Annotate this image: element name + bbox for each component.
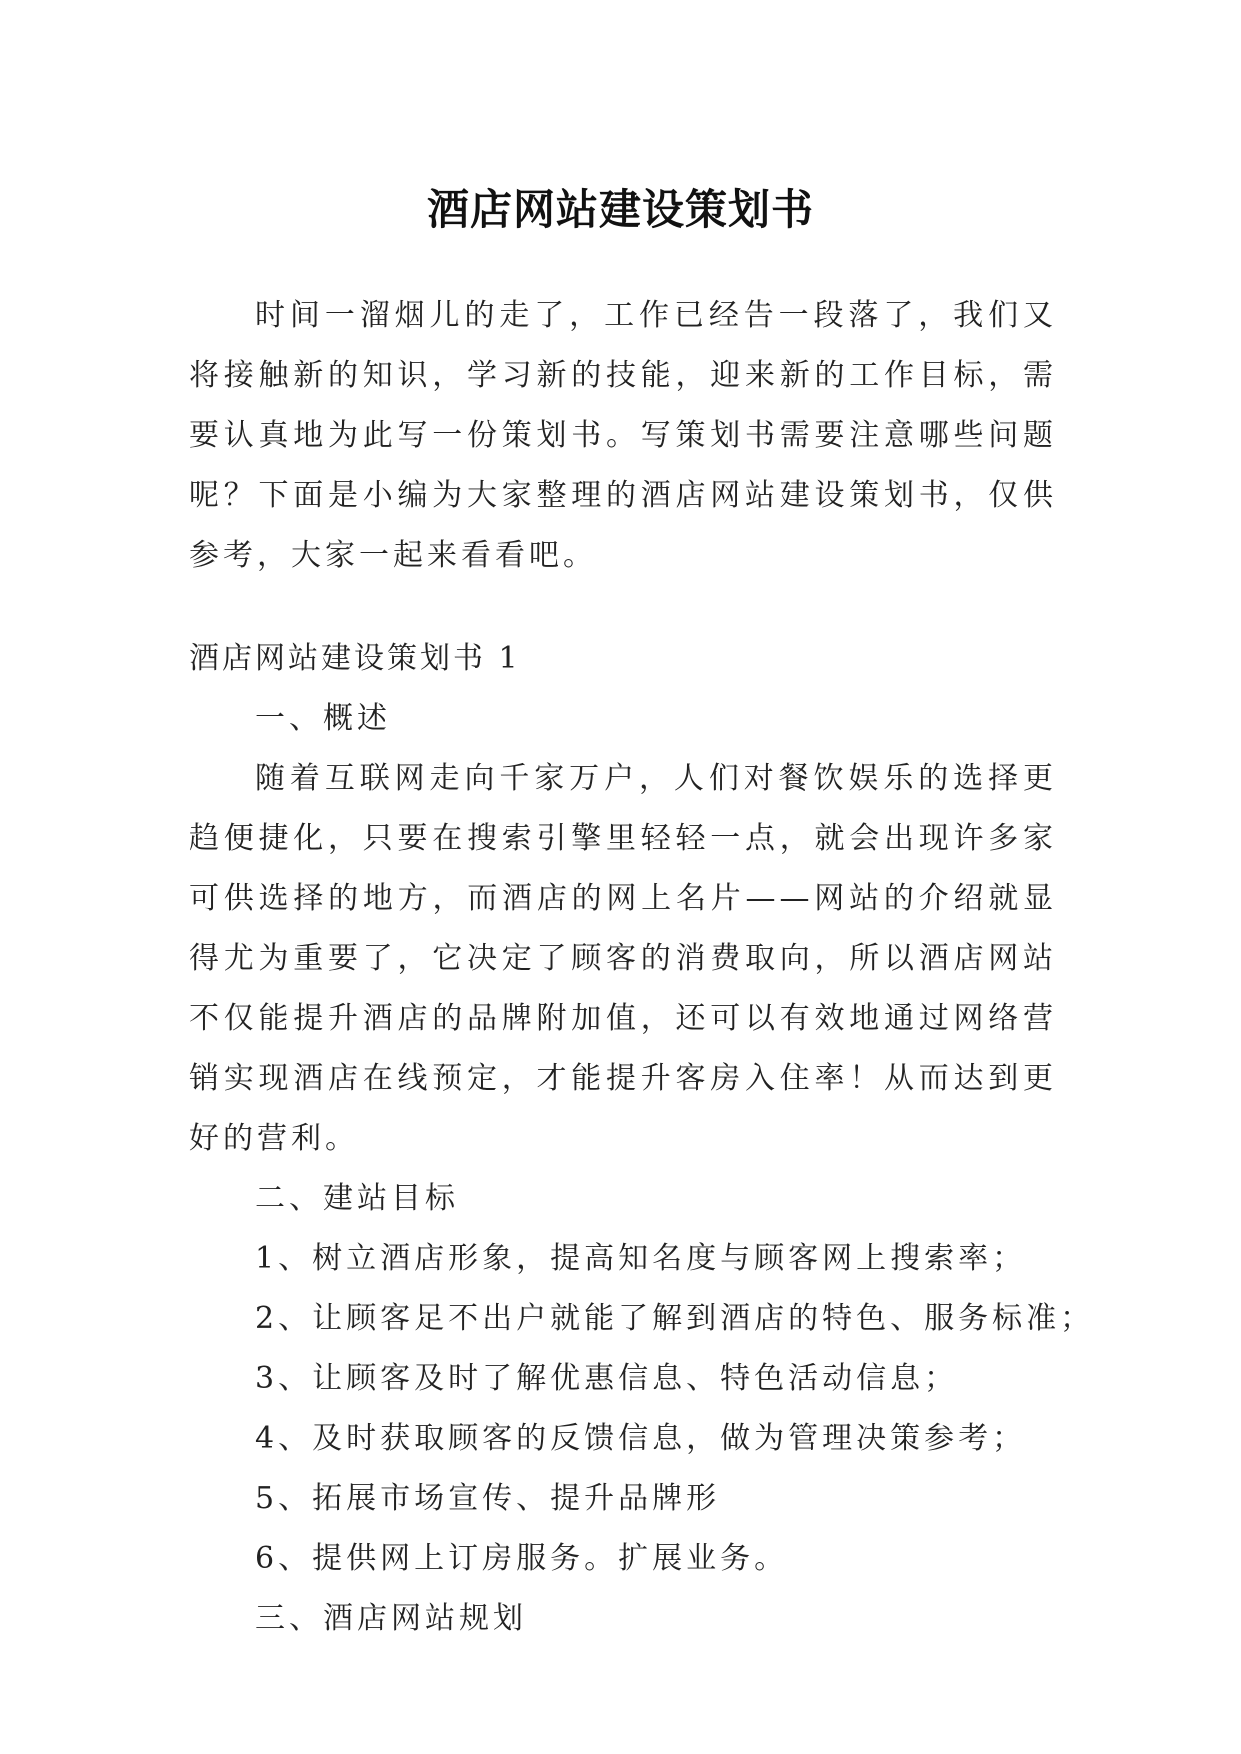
goal-item-1: 1、树立酒店形象，提高知名度与顾客网上搜索率； [255,1241,1027,1276]
heading-overview: 一、概述 [255,701,391,736]
section-title: 酒店网站建设策划书 1 [189,641,521,676]
goal-item-2: 2、让顾客足不出户就能了解到酒店的特色、服务标准； [255,1301,1095,1336]
goal-item-3: 3、让顾客及时了解优惠信息、特色活动信息； [255,1361,959,1396]
document-body [189,286,1095,1649]
heading-goals: 二、建站目标 [255,1181,459,1216]
spacer [189,586,1057,629]
goal-item-6: 6、提供网上订房服务。扩展业务。 [255,1541,789,1576]
document-title: 酒店网站建设策划书 [426,185,814,235]
goal-item-4: 4、及时获取顾客的反馈信息，做为管理决策参考； [255,1421,1027,1456]
intro-paragraph: 时间一溜烟儿的走了，工作已经告一段落了，我们又将接触新的知识，学习新的技能，迎来新的工作目标，需要认真地为此写一份策划书。写策划书需要注意哪些问题呢？下面是小编为大家整理的酒店网站建设策划书，仅供参考，大家一起来看看吧。 [189,298,1057,573]
goal-item-5: 5、拓展市场宣传、提升品牌形 [255,1481,721,1516]
heading-site-plan: 三、酒店网站规划 [255,1601,527,1636]
overview-paragraph: 随着互联网走向千家万户，人们对餐饮娱乐的选择更趋便捷化，只要在搜索引擎里轻轻一点，就会出现许多家可供选择的地方，而酒店的网上名片——网站的介绍就显得尤为重要了，它决定了顾客的消费取向，所以酒店网站不仅能提升酒店的品牌附加值，还可以有效地通过网络营销实现酒店在线预定，才能提升客房入住率！从而达到更好的营利。 [189,761,1057,1156]
